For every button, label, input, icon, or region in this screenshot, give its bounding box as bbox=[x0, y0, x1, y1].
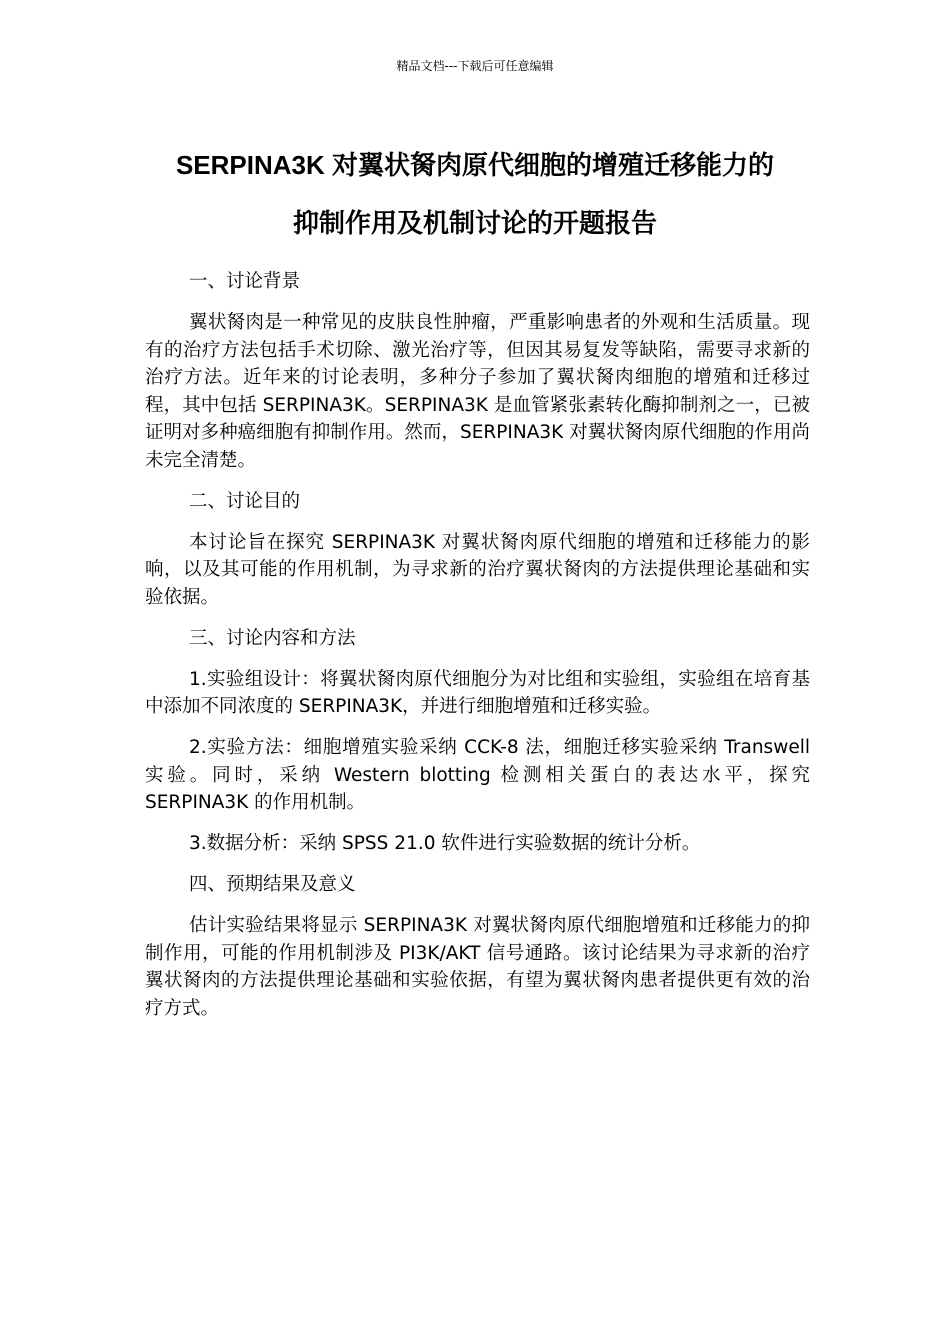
section-heading-content-methods: 三、讨论内容和方法 bbox=[189, 627, 356, 649]
paragraph-purpose: 本讨论旨在探究 SERPINA3K 对翼状胬肉原代细胞的增殖和迁移能力的影响，以及其可能的作用机制，为寻求新的治疗翼状胬肉的方法提供理论基础和实验依据。 bbox=[145, 531, 810, 608]
paragraph-expected-results: 估计实验结果将显示 SERPINA3K 对翼状胬肉原代细胞增殖和迁移能力的抑制作用，可能的作用机制涉及 PI3K/AKT 信号通路。该讨论结果为寻求新的治疗翼状胬肉的方法提供理论基础和实验依据，有望为翼状胬肉患者提供更有效的治疗方式。 bbox=[145, 915, 810, 1019]
page-header-note: 精品文档---下载后可任意编辑 bbox=[396, 59, 554, 73]
section-heading-background: 一、讨论背景 bbox=[189, 271, 301, 292]
document-title bbox=[120, 136, 830, 252]
document-title-line-1: SERPINA3K 对翼状胬肉原代细胞的增殖迁移能力的 bbox=[175, 150, 775, 180]
paragraph-data-analysis: 3.数据分析：采纳 SPSS 21.0 软件进行实验数据的统计分析。 bbox=[189, 833, 701, 854]
section-heading-purpose: 二、讨论目的 bbox=[189, 490, 301, 512]
paragraph-background: 翼状胬肉是一种常见的皮肤良性肿瘤，严重影响患者的外观和生活质量。现有的治疗方法包括手术切除、激光治疗等，但因其易复发等缺陷，需要寻求新的治疗方法。近年来的讨论表明，多种分子参加了翼状胬肉细胞的增殖和迁移过程，其中包括 SERPINA3K。SERPINA3K 是血管紧张素转化酶抑制剂之一，已被证明对多种癌细胞有抑制作用。然而，SERPINA3K 对翼状胬肉原代细胞的作用尚未完全清楚。 bbox=[145, 312, 810, 471]
paragraph-experiment-design: 1.实验组设计：将翼状胬肉原代细胞分为对比组和实验组，实验组在培育基中添加不同浓度的 SERPINA3K，并进行细胞增殖和迁移实验。 bbox=[145, 668, 810, 717]
document-title-line-2: 抑制作用及机制讨论的开题报告 bbox=[292, 208, 657, 238]
document-body bbox=[145, 268, 810, 1036]
section-heading-expected-results: 四、预期结果及意义 bbox=[189, 874, 356, 895]
paragraph-experiment-methods: 2.实验方法：细胞增殖实验采纳 CCK-8 法，细胞迁移实验采纳 Transwell 实验。同时，采纳 Western blotting 检测相关蛋白的表达水平，探究 SERPINA3K 的作用机制。 bbox=[145, 737, 810, 813]
